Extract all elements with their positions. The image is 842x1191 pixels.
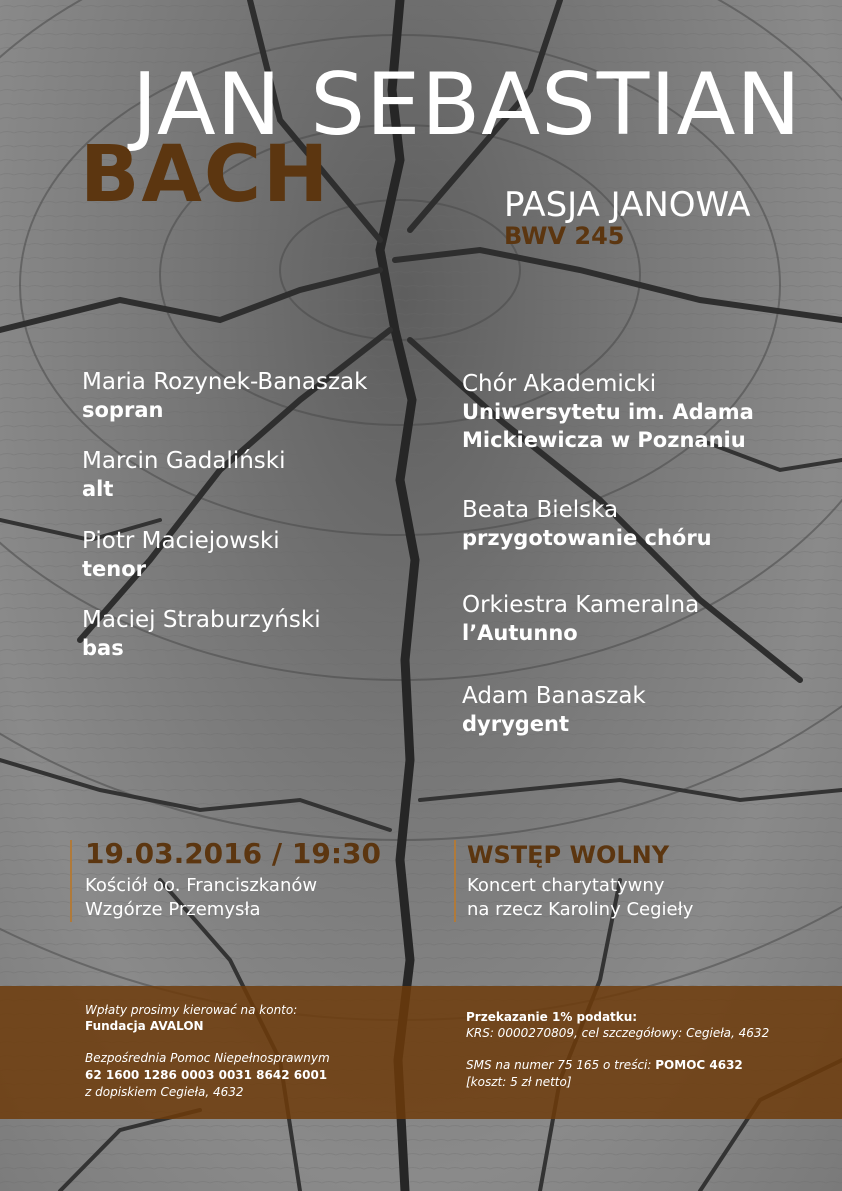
venue-name: Kościół oo. Franciszkanów <box>85 875 318 896</box>
choir-university: Uniwersytetu im. Adama <box>462 400 754 424</box>
tax-donation-title: Przekazanie 1% podatku: <box>466 1010 638 1024</box>
work-title: PASJA JANOWA <box>504 185 751 225</box>
sms-cost: [koszt: 5 zł netto] <box>466 1075 572 1089</box>
soloist-name: Maria Rozynek-Banaszak <box>82 369 368 395</box>
catalog-number: BWV 245 <box>504 222 625 250</box>
soloist-soprano <box>82 368 367 424</box>
soloist-voice: sopran <box>82 398 164 422</box>
choir-university-city: Mickiewicza w Poznaniu <box>462 428 746 452</box>
soloist-tenor <box>82 527 280 583</box>
sms-donation-code: POMOC 4632 <box>655 1058 743 1072</box>
choir-preparation-credit <box>462 496 712 552</box>
charity-concert-label: Koncert charytatywny <box>467 875 665 896</box>
soloist-name: Maciej Straburzyński <box>82 607 321 633</box>
orchestra-credit <box>462 591 699 647</box>
soloist-voice: bas <box>82 636 124 660</box>
choir-credit <box>462 370 754 454</box>
sms-donation-text: SMS na numer 75 165 o treści: <box>466 1058 652 1072</box>
choir-master-role: przygotowanie chóru <box>462 526 712 550</box>
soloist-bass <box>82 606 321 662</box>
bank-account-number: 62 1600 1286 0003 0031 8642 6001 <box>85 1068 328 1082</box>
foundation-program: Bezpośrednia Pomoc Niepełnosprawnym <box>85 1051 330 1065</box>
soloist-voice: alt <box>82 477 114 501</box>
event-divider-left <box>70 840 72 922</box>
composer-first-names: JAN SEBASTIAN <box>132 55 802 155</box>
conductor-name: Adam Banaszak <box>462 683 646 709</box>
bank-transfer-intro: Wpłaty prosimy kierować na konto: <box>85 1003 298 1017</box>
orchestra-name: l’Autunno <box>462 621 578 645</box>
transfer-note: z dopiskiem Cegieła, 4632 <box>85 1085 244 1099</box>
conductor-role: dyrygent <box>462 712 570 736</box>
soloist-voice: tenor <box>82 557 147 581</box>
composer-surname: BACH <box>80 130 331 220</box>
soloist-name: Marcin Gadaliński <box>82 448 286 474</box>
event-divider-right <box>454 840 456 922</box>
venue-address: Wzgórze Przemysła <box>85 899 261 920</box>
choir-label: Chór Akademicki <box>462 371 657 397</box>
charity-beneficiary: na rzecz Karoliny Cegieły <box>467 899 694 920</box>
krs-number: KRS: 0000270809, cel szczegółowy: Cegieła, 4632 <box>466 1026 770 1040</box>
soloist-name: Piotr Maciejowski <box>82 528 280 554</box>
soloist-alto <box>82 447 285 503</box>
choir-master-name: Beata Bielska <box>462 497 619 523</box>
orchestra-label: Orkiestra Kameralna <box>462 592 700 618</box>
event-datetime: 19.03.2016 / 19:30 <box>85 837 381 870</box>
admission-free: WSTĘP WOLNY <box>467 841 670 869</box>
foundation-name: Fundacja AVALON <box>85 1019 204 1033</box>
conductor-credit <box>462 682 646 738</box>
sms-donation <box>466 1057 743 1074</box>
